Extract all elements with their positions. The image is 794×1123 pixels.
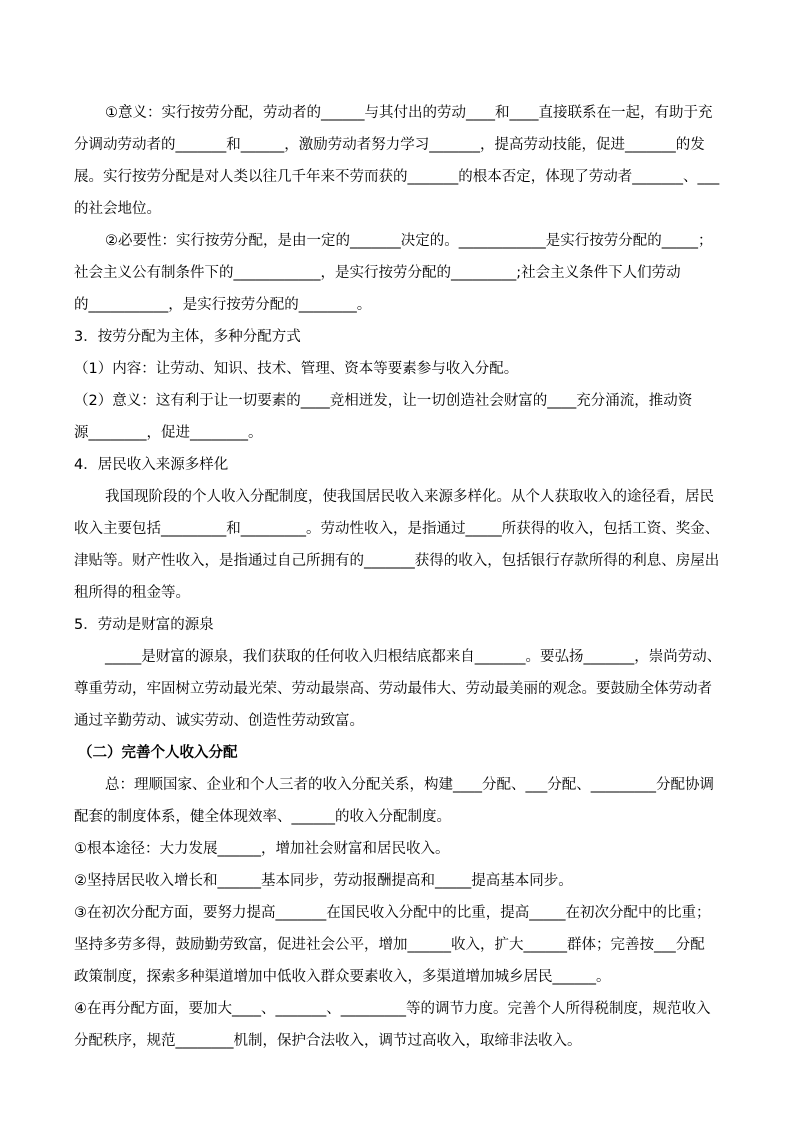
- document-body: [74, 97, 724, 1057]
- necessity: [74, 225, 724, 321]
- sec5-title: [74, 609, 724, 641]
- sec4-body: [74, 481, 724, 609]
- text-line: 的社会地位。: [74, 201, 161, 217]
- text-line: ③在初次分配方面，要努力提高_______在国民收入分配中的比重，提高_____在初次分配中的比重；: [74, 905, 711, 921]
- text-line: 分配秩序，规范________机制，保护合法收入，调节过高收入，取缔非法收入。: [74, 1033, 582, 1049]
- text-line: ④在再分配方面，要加大____、_______、_________等的调节力度。完善个人所得税制度，规范收入: [74, 1001, 711, 1017]
- text-line: （二）完善个人收入分配: [78, 745, 238, 761]
- sec5-body: [74, 641, 724, 737]
- text-line: （1）内容：让劳动、知识、技术、管理、资本等要素参与收入分配。: [74, 361, 519, 377]
- text-line: 展。实行按劳分配是对人类以往几千年来不劳而获的_______的根本否定，体现了劳动者_______、___: [74, 169, 720, 185]
- text-line: 尊重劳动，牢固树立劳动最光荣、劳动最崇高、劳动最伟大、劳动最美丽的观念。要鼓励全体劳动者: [74, 681, 712, 697]
- text-line: 的___________，是实行按劳分配的________。: [74, 297, 372, 313]
- item-4: [74, 993, 724, 1057]
- text-line: 3．按劳分配为主体，多种分配方式: [74, 329, 301, 345]
- text-line: 我国现阶段的个人收入分配制度，使我国居民收入来源多样化。从个人获取收入的途径看，居民: [105, 489, 714, 505]
- sec3-content: [74, 353, 724, 385]
- text-line: ①根本途径：大力发展______，增加社会财富和居民收入。: [74, 841, 450, 857]
- text-line: 政策制度，探索多种渠道增加中低收入群众要素收入，多渠道增加城乡居民______。: [74, 969, 611, 985]
- sec3-title: [74, 321, 724, 353]
- text-line: 收入主要包括_________和_________。劳动性收入，是指通过_____所获得的收入，包括工资、奖金、: [74, 521, 720, 537]
- text-line: （2）意义：这有利于让一切要素的____竞相迸发，让一切创造社会财富的____充分涌流，推动资: [74, 393, 693, 409]
- text-line: 坚持多劳多得，鼓励勤劳致富，促进社会公平，增加______收入，扩大______群体；完善按___分配: [74, 937, 705, 953]
- item-1: [74, 833, 724, 865]
- text-line: 源________，促进________。: [74, 425, 263, 441]
- text-line: 4．居民收入来源多样化: [74, 457, 229, 473]
- part2-summary: [74, 769, 724, 833]
- text-line: 5．劳动是财富的源泉: [74, 617, 214, 633]
- text-line: 津贴等。财产性收入，是指通过自己所拥有的_______获得的收入，包括银行存款所得的利息、房屋出: [74, 553, 720, 569]
- text-line: ②坚持居民收入增长和______基本同步，劳动报酬提高和_____提高基本同步。: [74, 873, 573, 889]
- meaning-1: [74, 97, 724, 225]
- sec4-title: [74, 449, 724, 481]
- sec3-meaning: [74, 385, 724, 449]
- text-line: ②必要性：实行按劳分配，是由一定的_______决定的。____________是实行按劳分配的_____；: [105, 233, 713, 249]
- text-line: 社会主义公有制条件下的____________，是实行按劳分配的_________;社会主义条件下人们劳动: [74, 265, 681, 281]
- text-line: 分调动劳动者的_______和______，激励劳动者努力学习_______，提高劳动技能，促进_______的发: [74, 137, 705, 153]
- text-line: 总：理顺国家、企业和个人三者的收入分配关系，构建____分配、___分配、_________分配协调: [105, 777, 714, 793]
- part2-heading: [74, 737, 724, 769]
- text-line: 配套的制度体系，健全体现效率、______的收入分配制度。: [74, 809, 451, 825]
- text-line: _____是财富的源泉，我们获取的任何收入归根结底都来自_______。要弘扬_______，崇尚劳动、: [105, 649, 722, 665]
- item-2: [74, 865, 724, 897]
- text-line: 通过辛勤劳动、诚实劳动、创造性劳动致富。: [74, 713, 364, 729]
- text-line: 租所得的租金等。: [74, 585, 190, 601]
- item-3: [74, 897, 724, 993]
- text-line: ①意义：实行按劳分配，劳动者的______与其付出的劳动____和____直接联系在一起，有助于充: [105, 105, 713, 121]
